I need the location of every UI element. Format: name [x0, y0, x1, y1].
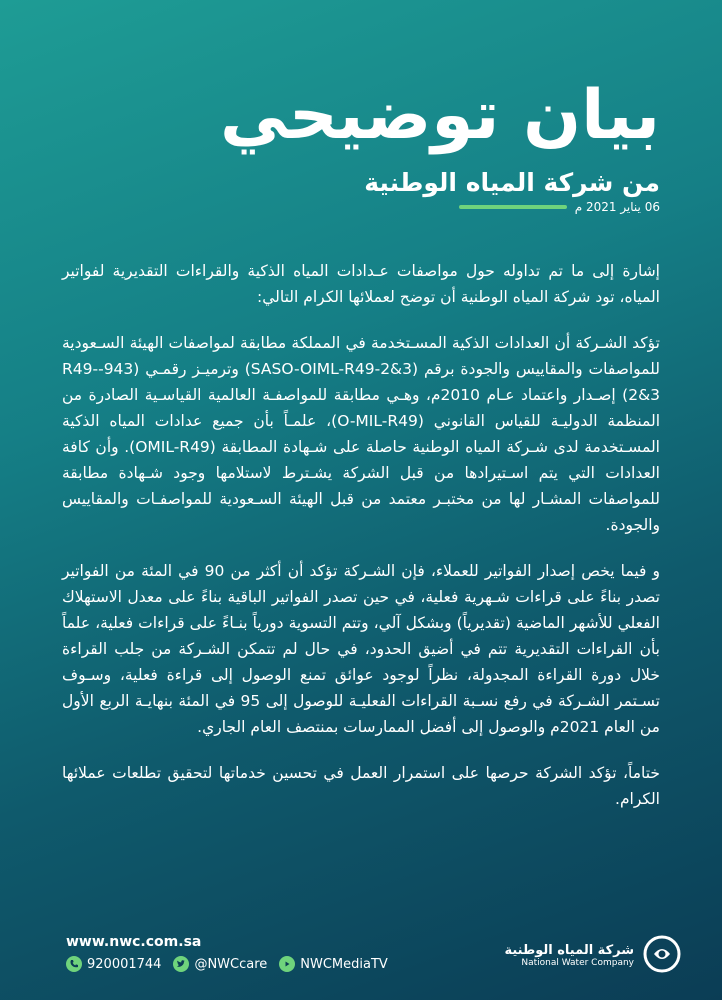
- statement-body: [62, 258, 660, 832]
- logo-text: [504, 943, 634, 969]
- phone-icon: [66, 956, 82, 972]
- date-row: [459, 200, 660, 214]
- paragraph-closing: ختاماً، تؤكد الشركة حرصها على استمرار العمل في تحسين خدماتها لتحقيق تطلعات عملائها الكرام.: [62, 764, 660, 808]
- date-accent-bar: [459, 205, 567, 209]
- publish-date: 06 يناير 2021 م: [574, 200, 660, 214]
- phone-contact[interactable]: [66, 956, 161, 972]
- logo-name-arabic: شركة المياه الوطنية: [504, 942, 634, 958]
- water-drop-logo-icon: [642, 934, 682, 978]
- paragraph-meters: تؤكد الشـركة أن العدادات الذكية المسـتخدمة في المملكة مطابقة لمواصفات الهيئة السـعودية للمواصفات والمقاييس والجودة برقم (SASO-OIML-R49-2&3) وترميـز رقمـي (943-R49-2&3) إصـدار واعتماد عـام 2010م، وهـي مطابقة للمواصفـة العالمية القياسـية الصادرة من المنظمة الدوليـة للقياس القانوني (O-MIL-R49)، علمـاً بأن جميع عدادات المياه الذكية المسـتخدمة لدى شـركة المياه الوطنية حاصلة على شـهادة المطابقة (OMIL-R49). وأن كافة العدادات التي يتم اسـتيرادها من قبل الشركة يشـترط لاستلامها وجود شـهادة مطابقة للمواصفات المشـار لها من مختبـر معتمد من قبل الهيئة السـعودية للمواصفـات والمقاييس والجودة.: [62, 334, 661, 534]
- company-logo: [504, 934, 682, 978]
- phone-number: 920001744: [87, 956, 162, 972]
- paragraph-billing: و فيما يخص إصدار الفواتير للعملاء، فإن الشـركة تؤكد أن أكثر من 90 في المئة من الفواتير تصدر بناءً على قراءات شـهرية فعلية، في حين تصدر الفواتير الباقية بناءً على معدل الاستهلاك الفعلي للأشهر الماضية (تقديرياً) وبشكل آلي، وتتم التسوية دورياً بنـاءً على قراءات فعلية، علماً بأن القراءات التقديرية تتم في أضيق الحدود، في حال لم تتمكن الشـركة من جلب القراءة خلال دورة القراءة المجدولة، نظراً لوجود عوائق تمنع الوصول إلى قراءة فعلية، وسـوف تسـتمر الشـركة في رفع نسـبة القراءات الفعليـة للوصول إلى 95 في المئة بنهايـة الربع الأول من العام 2021م والوصول إلى أفضل الممارسات بمنتصف العام الجاري.: [62, 562, 661, 736]
- paragraph-intro: إشارة إلى ما تم تداوله حول مواصفات عـدادات المياه الذكية والقراءات التقديرية لفواتير المياه، تود شركة المياه الوطنية أن توضح لعملائها الكرام التالي:: [62, 262, 660, 306]
- youtube-icon: [279, 956, 295, 972]
- page-title: بيان توضيحي: [220, 76, 660, 155]
- twitter-icon: [173, 956, 189, 972]
- contact-list: [66, 956, 388, 972]
- page-subtitle: من شركة المياه الوطنية: [364, 168, 660, 197]
- twitter-contact[interactable]: [173, 956, 267, 972]
- website-link[interactable]: www.nwc.com.sa: [66, 934, 202, 950]
- logo-name-english: National Water Company: [521, 958, 634, 969]
- youtube-channel: NWCMediaTV: [300, 956, 388, 972]
- footer-contacts: [66, 934, 388, 972]
- twitter-handle: @NWCcare: [194, 956, 268, 972]
- youtube-contact[interactable]: [279, 956, 388, 972]
